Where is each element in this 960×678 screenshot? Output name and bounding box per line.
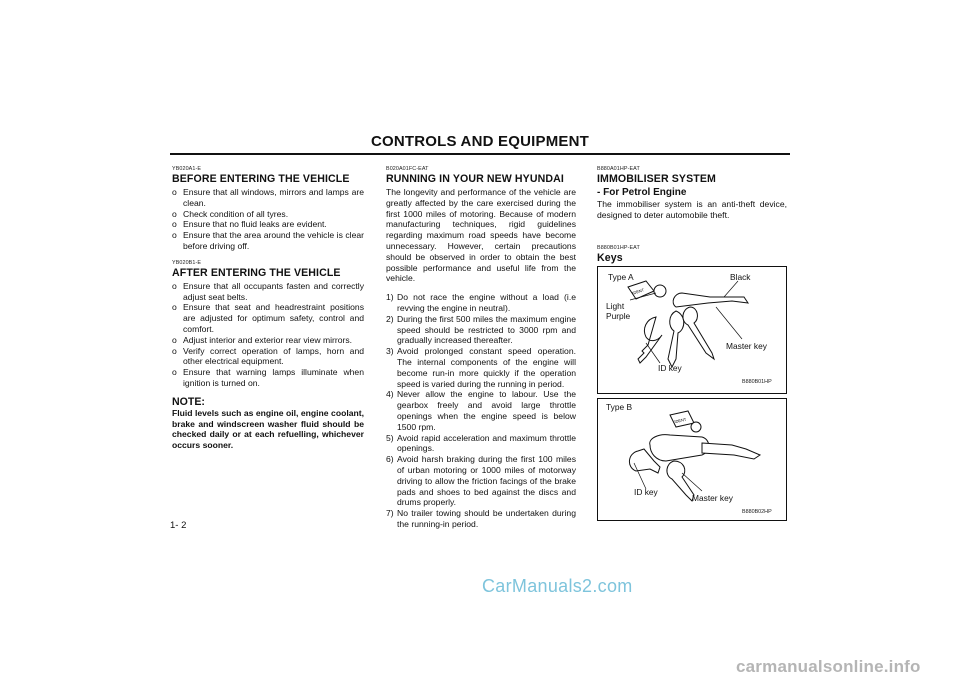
list-item: o Ensure that all windows, mirrors and lamps are clean. (172, 187, 364, 208)
section-subheading-petrol: - For Petrol Engine (597, 187, 687, 198)
master-key-shape (667, 461, 694, 501)
middle-column (386, 166, 576, 530)
list-item: o Ensure that all occupants fasten and correctly adjust seat belts. (172, 280, 364, 302)
list-item: 3) Avoid prolonged constant speed operation. The internal components of the engine will become run-in more quickly if the operation speed is varied during the running in period. (386, 346, 576, 389)
section-code: YB020A1-E (172, 166, 202, 172)
right-column (597, 166, 787, 266)
keys-figure-type-a (597, 266, 787, 394)
section-heading-running-in: RUNNING IN YOUR NEW HYUNDAI (386, 173, 564, 185)
ident-tag-text: IDENT (673, 416, 687, 425)
immobiliser-body: The immobiliser system is an anti-theft device, designed to deter automobile theft. (597, 199, 787, 220)
note-body: Fluid levels such as engine oil, engine coolant, brake and windscreen washer fluid should be checked daily or at each refuelling, whichever occurs sooner. (172, 407, 364, 451)
watermark-top[interactable]: CarManuals2.com (482, 576, 633, 596)
list-item: 5) Avoid rapid acceleration and maximum throttle openings. (386, 432, 576, 454)
left-column (172, 166, 364, 451)
leader-master-key (716, 307, 742, 339)
section-code: B020A01FC-EAT (386, 166, 429, 172)
list-item: o Ensure that no fluid leaks are evident. (172, 219, 327, 230)
page-header-title: CONTROLS AND EQUIPMENT (370, 133, 589, 150)
master-key-label: Master key (726, 341, 767, 351)
list-item: 6) Avoid harsh braking during the first 100 miles of urban motoring or 1000 miles of motorway driving to allow the friction facings of the brake pads and shoes to bed against the discs and drums properly. (386, 454, 576, 508)
key-head-shape (650, 435, 709, 461)
section-heading-after-entering: AFTER ENTERING THE VEHICLE (172, 266, 341, 279)
id-key-label: ID key (634, 487, 658, 497)
list-item: o Ensure that warning lamps illuminate when ignition is turned on. (172, 367, 364, 388)
section-heading-keys: Keys (597, 251, 623, 264)
master-key-label: Master key (692, 493, 733, 503)
key-illustration-type-a (598, 267, 788, 395)
running-in-intro: The longevity and performance of the vehicle are greatly affected by the care exercised during the first 1000 miles of motoring. Because of modern manufacturing techniques, rigid guidelines regarding maximum road speeds have become unnecessary. However, certain precautions should be observed in order to obtain the best possible performance and useful life from the vehicle. (386, 187, 576, 284)
section-code: B880A01HP-EAT (597, 166, 640, 172)
black-key-shape (673, 293, 748, 307)
key-blade-shape (702, 443, 760, 459)
type-a-label: Type A (608, 272, 634, 282)
keys-figure-type-b (597, 398, 787, 521)
list-item: o Ensure that the area around the vehicle is clear before driving off. (172, 230, 364, 251)
list-item: 4) Never allow the engine to labour. Use the gearbox freely and avoid large throttle openings when the engine speed is below 1500 rpm. (386, 389, 576, 432)
watermark-bottom[interactable]: carmanualsonline.info (736, 657, 921, 676)
type-b-label: Type B (606, 402, 633, 412)
note-title: NOTE: (172, 395, 205, 408)
list-item: o Verify correct operation of lamps, horn and other electrical equipment. (172, 345, 364, 367)
list-item: 1) Do not race the engine without a load (i.e revving the engine in neutral). (386, 292, 576, 313)
black-label: Black (730, 272, 751, 282)
id-key-label: ID key (658, 363, 682, 373)
list-item: o Check condition of all tyres. (172, 208, 289, 219)
running-in-list (386, 292, 576, 530)
list-item: o Ensure that seat and headrestraint positions are adjusted for optimum safety, control and comfort. (172, 302, 364, 334)
id-key-shape (638, 317, 662, 363)
key-ring (654, 285, 666, 297)
leader-black (724, 281, 738, 297)
section-heading-immobiliser: IMMOBILISER SYSTEM (597, 173, 716, 185)
section-code: YB020B1-E (172, 259, 202, 266)
section-code: B880B01HP-EAT (597, 244, 640, 251)
figure-code: B880B02HP (742, 509, 772, 515)
key-ring (691, 422, 701, 432)
key-shape (668, 311, 684, 367)
header-rule (170, 153, 790, 155)
master-key-shape (683, 307, 714, 359)
list-item: o Adjust interior and exterior rear view mirrors. (172, 334, 353, 345)
light-purple-label-line2: Purple (606, 311, 631, 321)
list-item: 7) No trailer towing should be undertaken during the running-in period. (386, 508, 576, 529)
figure-code: B880B01HP (742, 379, 772, 385)
before-entering-list (172, 187, 364, 252)
page-number: 1- 2 (170, 520, 187, 531)
after-entering-list (172, 281, 364, 389)
list-item: 2) During the first 500 miles the maximum engine speed should be restricted to 3000 rpm and gradually increased thereafter. (386, 313, 576, 346)
ident-tag-text: IDENT (631, 287, 645, 296)
light-purple-label-line1: Light (606, 301, 625, 311)
section-heading-before-entering: BEFORE ENTERING THE VEHICLE (172, 173, 350, 185)
key-illustration-type-b (598, 399, 788, 522)
